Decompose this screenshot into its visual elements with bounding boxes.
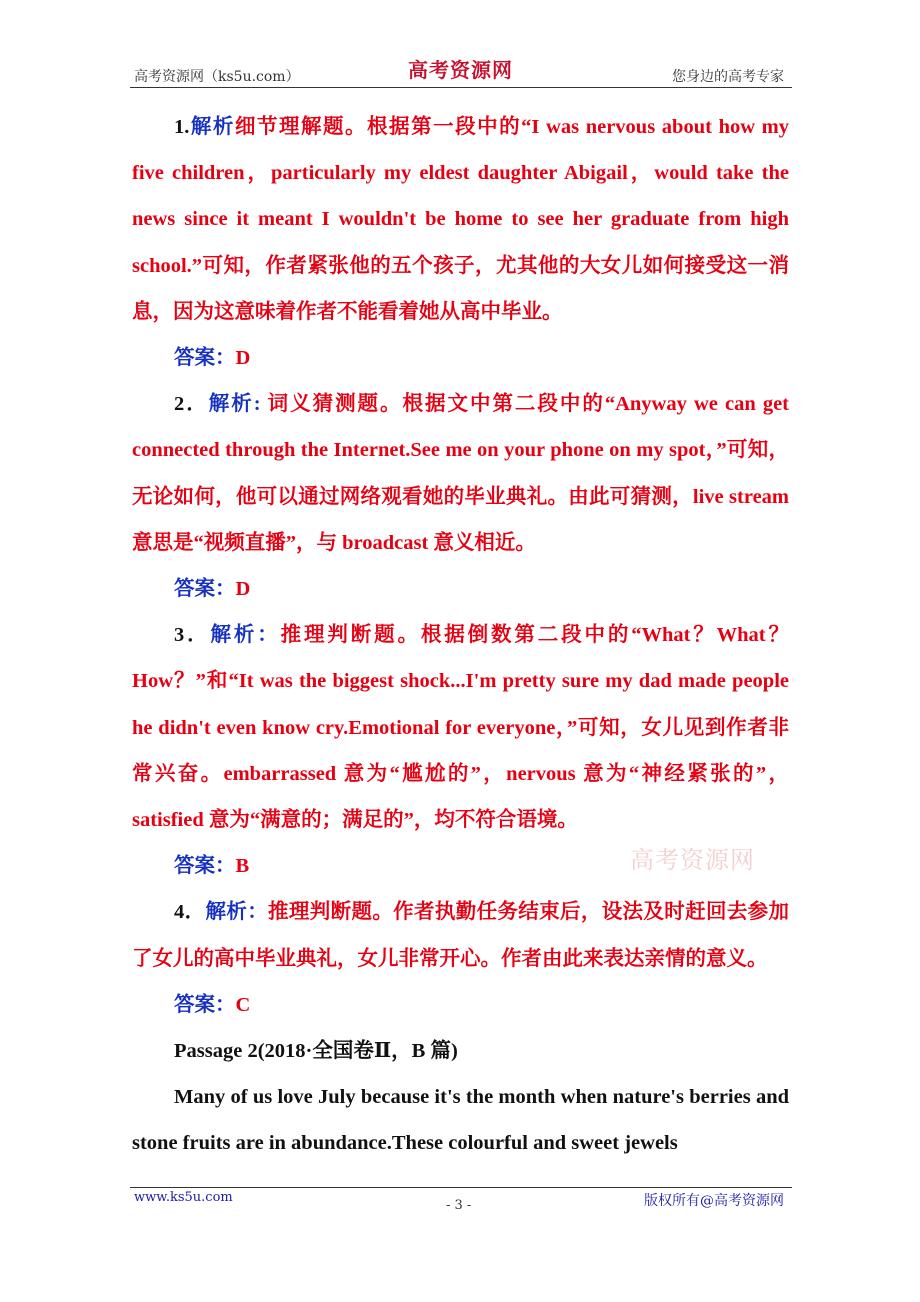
header-divider: [130, 87, 792, 88]
analysis-label: 解析: [210, 624, 258, 647]
answer-2: [132, 566, 789, 612]
analysis-colon: :: [253, 393, 268, 416]
explanation-2: [132, 381, 789, 566]
analysis-label: 解析: [208, 393, 254, 416]
item-number: 3．: [174, 624, 211, 647]
item-number: 2．: [174, 393, 209, 416]
watermark: 高考资源网: [630, 846, 755, 874]
footer-url[interactable]: www.ks5u.com: [134, 1190, 233, 1205]
answer-label: 答案：: [174, 578, 236, 601]
answer-1: [132, 335, 789, 381]
explanation-4: [132, 889, 789, 981]
answer-value: B: [235, 855, 250, 878]
passage-heading: Passage 2(2018·全国卷Ⅱ，B 篇): [174, 1040, 458, 1063]
explanation-text: 细节理解题。根据第一段中的“I was nervous about how my five children，particularly my eldest daughter Abigail，would take the news since it meant I wouldn't be home to see her graduate from high school.”可知，作者紧张他的五个孩子，尤其他的大女儿如何接受这一消息，因为这意味着作者不能看着她从高中毕业。: [132, 116, 790, 323]
answer-4: [132, 982, 789, 1028]
footer-copyright: 版权所有@高考资源网: [644, 1193, 784, 1209]
answer-value: C: [235, 993, 251, 1016]
answer-label: 答案：: [174, 993, 236, 1016]
explanation-text: 推理判断题。根据倒数第二段中的“What？What？How？”和“It was the biggest shock...I'm pretty sure my dad made people he didn't even know cry.Emotional for everyone，”可知，女儿见到作者非常兴奋。embarrassed 意为“尴尬的”，nervous 意为“神经紧张的”，satisfied 意为“满意的；满足的”，均不符合语境。: [132, 624, 790, 832]
document-body: [132, 104, 789, 1167]
header-site-name: 高考资源网（ks5u.com）: [134, 69, 300, 85]
explanation-text: 推理判断题。作者执勤任务结束后，设法及时赶回去参加了女儿的高中毕业典礼，女儿非常开心。作者由此来表达亲情的意义。: [132, 901, 790, 970]
header-logo: 高考资源网: [408, 58, 513, 82]
answer-label: 答案：: [174, 855, 236, 878]
item-number: 1.: [174, 116, 190, 138]
passage-text: Many of us love July because it's the month when nature's berries and stone fruits are in abundance.These colourful and sweet jewels: [132, 1086, 789, 1155]
analysis-label: 解析: [189, 116, 235, 138]
analysis-colon: ：: [247, 901, 269, 924]
item-number: 4．: [174, 901, 206, 924]
explanation-text: 词义猜测题。根据文中第二段中的“Anyway we can get connected through the Internet.See me on your phone on my spot，”可知，无论如何，他可以通过网络观看她的毕业典礼。由此可猜测，live stream 意思是“视频直播”，与 broadcast 意义相近。: [132, 393, 790, 554]
analysis-label: 解析: [205, 901, 248, 924]
explanation-1: [132, 104, 789, 335]
answer-label: 答案：: [174, 347, 236, 370]
answer-value: D: [235, 578, 251, 601]
analysis-colon: ：: [257, 624, 281, 647]
answer-value: D: [235, 347, 251, 370]
header-slogan: 您身边的高考专家: [672, 69, 784, 85]
explanation-3: [132, 612, 789, 843]
footer-divider: [130, 1187, 792, 1188]
page-number: - 3 -: [446, 1198, 472, 1213]
